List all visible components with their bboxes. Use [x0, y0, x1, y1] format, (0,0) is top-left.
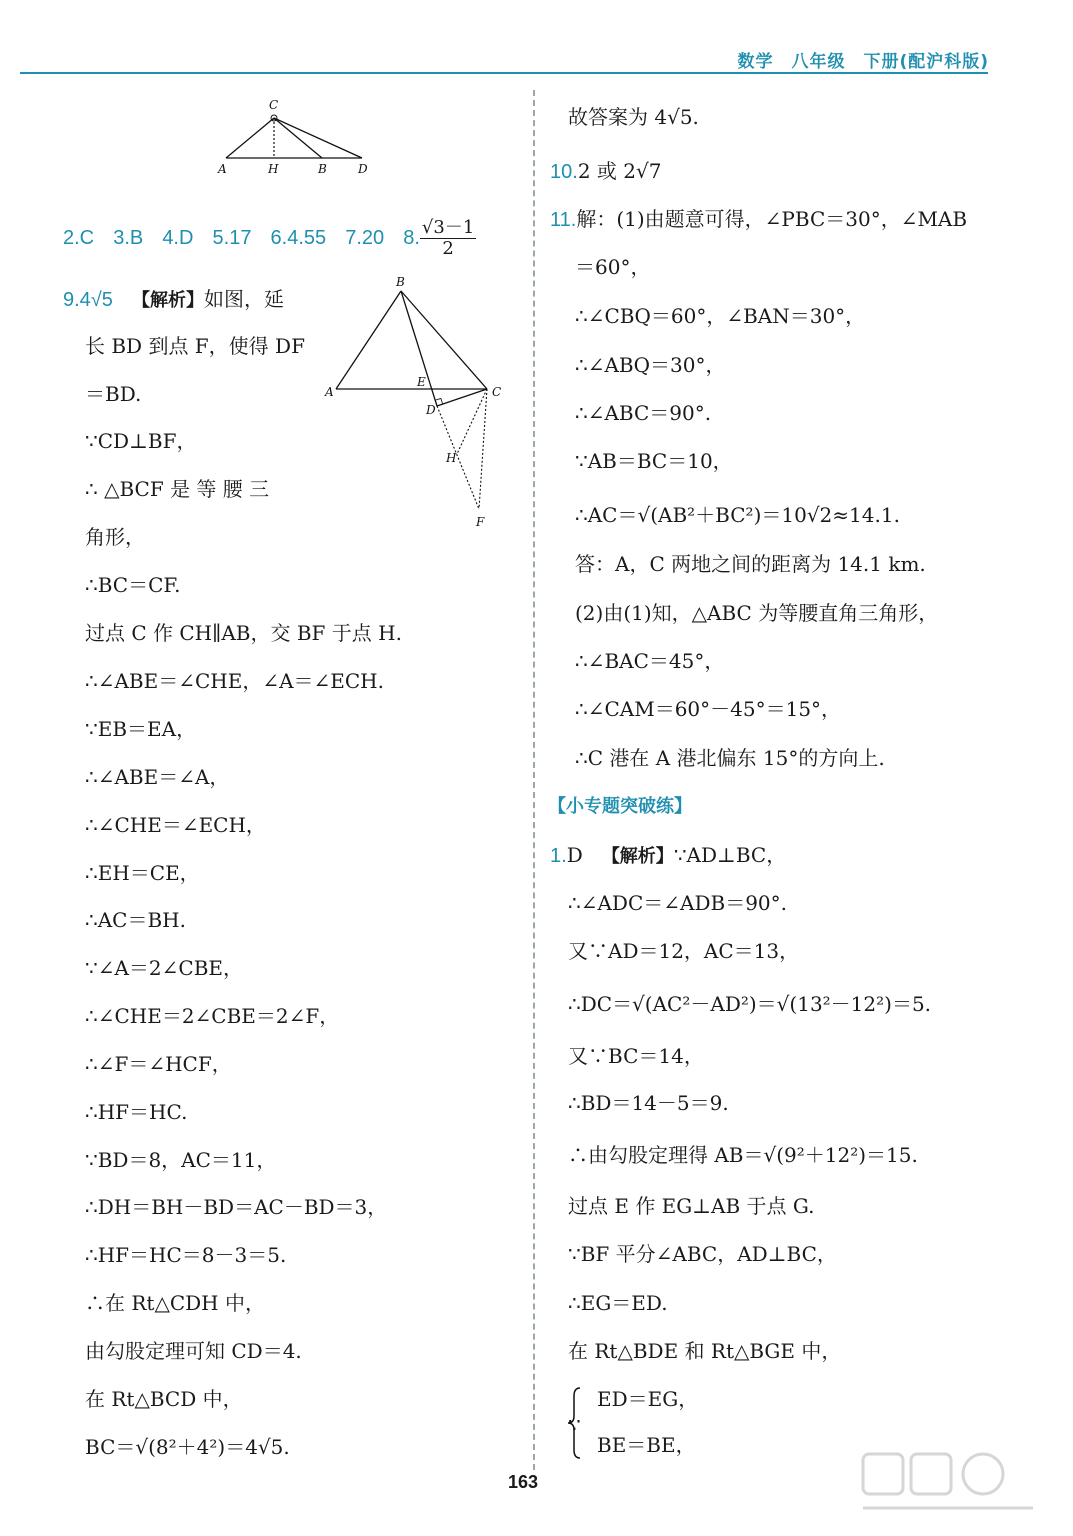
q9-heading: [63, 286, 284, 314]
right-line: ∴∠BAC＝45°，: [575, 649, 725, 673]
right-line: ＝60°，: [575, 255, 651, 279]
right-line: 又∵BC＝14，: [568, 1044, 704, 1068]
answer-2: 2.C: [63, 227, 95, 249]
q9-analysis-tag: 【解析】: [131, 290, 204, 311]
q10-answer: 2 或 2√7: [577, 159, 662, 183]
left-line: ∵CD⊥BF，: [85, 429, 197, 453]
left-line: 在 Rt△BCD 中，: [85, 1387, 243, 1411]
left-line: ∴∠ABE＝∠CHE，∠A＝∠ECH.: [85, 669, 384, 693]
left-line: ∴BC＝CF.: [85, 573, 181, 597]
brace-symbol: [566, 1386, 582, 1460]
left-line: 长 BD 到点 F，使得 DF: [85, 334, 305, 358]
answer-8-fraction: [420, 218, 476, 259]
q1-analysis-tag: 【解析】: [601, 846, 674, 867]
right-line: ∴DC＝√(AC²－AD²)＝√(13²－12²)＝5.: [568, 992, 932, 1016]
right-line: 过点 E 作 EG⊥AB 于点 G.: [568, 1194, 815, 1218]
right-line: ∴由勾股定理得 AB＝√(9²＋12²)＝15.: [568, 1143, 918, 1167]
system-line-2: BE＝BE，: [597, 1433, 696, 1457]
header-title: 数学 八年级 下册(配沪科版): [737, 52, 989, 72]
right-line: 又∵AD＝12，AC＝13，: [568, 939, 800, 963]
q11-number: 11.: [550, 209, 577, 231]
left-line: ∴HF＝HC.: [85, 1100, 188, 1124]
left-line: ∵∠A＝2∠CBE，: [85, 956, 244, 980]
header-rule: [20, 72, 988, 74]
q1-number: 1.: [550, 845, 567, 867]
answer-8: 8.: [403, 227, 420, 249]
answer-3: 3.B: [113, 227, 144, 249]
left-line: ∴ △BCF 是 等 腰 三: [85, 477, 270, 501]
left-line: ∴DH＝BH－BD＝AC－BD＝3，: [85, 1195, 388, 1219]
column-divider: [533, 90, 535, 1470]
left-line: ∴EH＝CE，: [85, 861, 200, 885]
answer-8-denominator: 2: [442, 238, 454, 259]
because-symbol: ∵: [568, 1413, 581, 1437]
fig1-label-c: C: [269, 98, 279, 112]
right-line: ∴C 港在 A 港北偏东 15°的方向上.: [575, 746, 885, 770]
answer-8-numerator: √3－1: [421, 217, 475, 238]
figure-triangle-2: [322, 276, 512, 536]
fig2-label-e: E: [417, 375, 426, 389]
left-line: ＝BD.: [85, 382, 142, 406]
fig2-label-b: B: [396, 276, 405, 289]
q1-answer: D: [566, 843, 583, 867]
right-line: ∴∠ABC＝90°.: [575, 401, 712, 425]
q1-intro: ∵AD⊥BC，: [673, 843, 787, 867]
left-line: 角形，: [85, 525, 145, 549]
right-line: ∴∠CAM＝60°－45°＝15°，: [575, 697, 842, 721]
left-line: ∴∠F＝∠HCF，: [85, 1052, 232, 1076]
right-line: ∴BD＝14－5＝9.: [568, 1091, 729, 1115]
right-line: 答：A，C 两地之间的距离为 14.1 km.: [575, 552, 926, 576]
left-line: ∴∠ABE＝∠A，: [85, 765, 230, 789]
q10: [550, 158, 661, 185]
fig2-label-d: D: [426, 403, 436, 417]
answer-5: 5.17: [212, 227, 252, 249]
fig2-label-a: A: [325, 385, 334, 399]
right-line: ∴AC＝√(AB²＋BC²)＝10√2≈14.1.: [575, 503, 900, 527]
figure-triangle-1: [210, 96, 380, 180]
fig1-label-d: D: [358, 162, 368, 176]
fig2-label-h: H: [446, 451, 457, 465]
fig1-label-b: B: [318, 162, 327, 176]
watermark-logo: [853, 1446, 1043, 1526]
right-line: ∴∠ABQ＝30°，: [575, 353, 726, 377]
system-line-1: ED＝EG，: [597, 1387, 699, 1411]
answer-6: 6.4.55: [270, 227, 327, 249]
left-line: ∵EB＝EA，: [85, 717, 197, 741]
right-line: ∴∠CBQ＝60°，∠BAN＝30°，: [575, 304, 866, 328]
right-line: ∵BF 平分∠ABC，AD⊥BC，: [568, 1242, 837, 1266]
q9-number: 9.4√5: [63, 289, 113, 311]
left-line: ∴∠CHE＝∠ECH，: [85, 813, 266, 837]
right-line: ∴EG＝ED.: [568, 1291, 668, 1315]
q10-number: 10.: [550, 161, 578, 183]
left-line: 过点 C 作 CH∥AB，交 BF 于点 H.: [85, 621, 402, 645]
q11-intro: 解：(1)由题意可得，∠PBC＝30°，∠MAB: [576, 207, 968, 231]
left-line: ∵BD＝8，AC＝11，: [85, 1148, 277, 1172]
right-line: 在 Rt△BDE 和 Rt△BGE 中，: [568, 1339, 842, 1363]
section-heading: 【小专题突破练】: [548, 796, 692, 817]
q11: [550, 206, 967, 233]
right-line: ∴∠ADC＝∠ADB＝90°.: [568, 891, 788, 915]
answer-7: 7.20: [345, 227, 385, 249]
page-number: 163: [508, 1472, 539, 1492]
q9-intro: 如图，延: [203, 287, 284, 311]
left-line: ∴AC＝BH.: [85, 908, 186, 932]
left-line: ∴在 Rt△CDH 中，: [85, 1291, 265, 1315]
right-line: (2)由(1)知，△ABC 为等腰直角三角形，: [575, 601, 939, 625]
left-line: BC＝√(8²＋4²)＝4√5.: [85, 1435, 290, 1459]
fig2-label-f: F: [476, 515, 485, 529]
left-line: ∴HF＝HC＝8－3＝5.: [85, 1243, 287, 1267]
fig1-label-h: H: [268, 162, 279, 176]
answer-4: 4.D: [162, 227, 194, 249]
left-line: ∴∠CHE＝2∠CBE＝2∠F，: [85, 1004, 340, 1028]
q1: [550, 842, 786, 870]
left-line: 由勾股定理可知 CD＝4.: [85, 1339, 302, 1363]
right-line: ∵AB＝BC＝10，: [575, 449, 733, 473]
fig1-label-a: A: [218, 162, 227, 176]
answers-2-to-8: [63, 218, 476, 259]
right-line: 故答案为 4√5.: [568, 105, 699, 129]
fig2-label-c: C: [492, 385, 502, 399]
